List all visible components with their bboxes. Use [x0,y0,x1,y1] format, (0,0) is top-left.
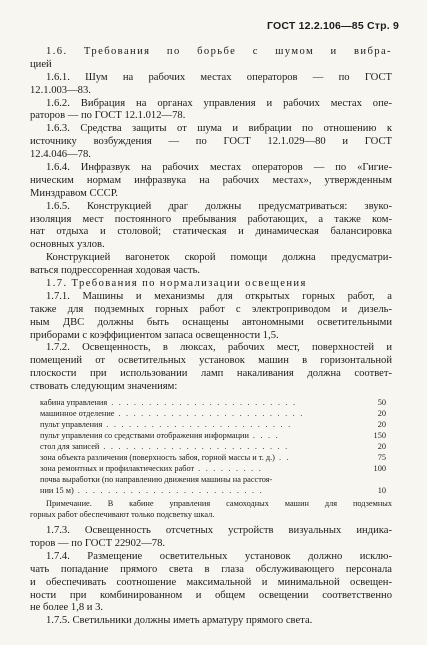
table-row [30,474,392,485]
paragraph-line: 1.7.3. Освещенность отсчетных устройств визуальных индика- [46,525,392,537]
row-label: пульт управления со средствами отображения информации [40,431,249,441]
section-heading-1-6: 1.6. Требования по борьбе с шумом и вибра- [46,46,392,57]
paragraph-line: ваться подрессоренная ходовая часть. [30,265,201,277]
note-line: горных работ обеспечивают только подсветку шкал. [30,510,215,520]
row-label: кабина управления [40,398,108,408]
note-line: Примечание. В кабине управления самоходных машин для подземных [46,499,392,509]
illumination-table [30,397,392,496]
paragraph-line: помещений от осветительных установок машин в горизонтальной [30,355,392,367]
paragraph-line: 1.6.4. Инфразвук на рабочих местах операторов — по «Гигие- [46,162,392,174]
row-value: 20 [377,420,386,430]
row-label: нии 15 м) [40,486,74,496]
paragraph-line: ствовать следующим значениям: [30,381,178,393]
section-heading-1-7: 1.7. Требования по нормализации освещения [46,278,307,290]
paragraph-line: плоскости при использовании ламп накаливания должна соответ- [30,368,392,380]
paragraph-line: изоляция мест постоянного пребывания работающих, а также ком- [30,213,392,225]
table-row: нии 15 м) ......................... 10 [30,485,392,496]
paragraph-line: Минздравом СССР. [30,187,118,199]
paragraph-line: ности при комбинированном и общем освещении соответственно [30,589,392,601]
row-value: 20 [377,442,386,452]
note [30,498,392,520]
paragraph-line: ническим нормам инфразвука на рабочих местах», утвержденным [30,174,392,186]
paragraph-line: 1.6.2. Вибрация на органах управления и рабочих местах опе- [46,97,392,109]
row-value: 10 [377,486,386,496]
page-body [30,46,392,628]
table-row: пульт управления со средствами отображения информации .... 150 [30,430,392,441]
paragraph-line: 1.7.5. Светильники должны иметь арматуру прямого света. [46,615,313,627]
table-row: кабина управления ......................... 50 [30,397,392,408]
paragraph-line: 1.6.5. Конструкцией драг должны предусматриваться: звуко- [46,200,392,212]
paragraph-line: 1.7.4. Размещение осветительных установок должно исклю- [46,550,392,562]
paragraph-line: основных узлов. [30,239,105,251]
row-label: пульт управления [40,420,103,430]
table-row: стол для записей ......................... 20 [30,441,392,452]
paragraph-line: нат отдыха и столовой; статическая и динамическая балансировка [30,226,392,238]
row-label: почва выработки (по направлению движения машины на расстоя- [40,475,273,485]
paragraph-line: источнику возбуждения — по ГОСТ 12.1.029—80 и ГОСТ [30,136,392,148]
paragraph-line: 12.1.003—83. [30,84,91,96]
paragraph-line: 1.6.3. Средства защиты от шума и вибрации по отношению к [46,123,392,135]
paragraph-line: и обеспечивать соотношение максимальной и минимальной освещен- [30,576,392,588]
row-label: зона объекта различения (поверхность забоя, горной массы и т. д.) [40,453,275,463]
row-label: зона ремонтных и профилактических работ [40,464,195,474]
paragraph-line: торов — по ГОСТ 22902—78. [30,537,166,549]
page-header: ГОСТ 12.2.106—85 Стр. 9 [266,20,399,32]
row-label: машинное отделение [40,409,115,419]
table-row: зона объекта различения (поверхность забоя, горной массы и т. д.) .. 75 [30,452,392,463]
paragraph-line: Конструкцией вагонеток скорой помощи должна предусматри- [46,252,392,264]
row-label: стол для записей [40,442,100,452]
paragraph-line: ным ДВС должны быть оснащены автономными осветительными [30,316,392,328]
paragraph-line: 12.4.046—78. [30,149,91,161]
paragraph-line: не более 1,8 и 3. [30,602,104,614]
paragraph-line: 1.6.1. Шум на рабочих местах операторов — по ГОСТ [46,71,392,83]
paragraph-line: 1.7.1. Машины и механизмы для открытых горных работ, а [46,290,392,302]
paragraph-line: чать попадание прямого света в глаза обслуживающего персонала [30,563,392,575]
table-row: машинное отделение ......................... 20 [30,408,392,419]
row-value: 150 [373,431,386,441]
paragraph-line: 1.7.2. Освещенность, в люксах, рабочих мест, поверхностей и [46,342,392,354]
table-row: зона ремонтных и профилактических работ ......... 100 [30,463,392,474]
row-value: 50 [377,398,386,408]
row-value: 20 [377,409,386,419]
paragraph-line: приборами с коэффициентом запаса освещенности 1,5. [30,329,279,341]
row-value: 100 [373,464,386,474]
table-row: пульт управления ......................... 20 [30,419,392,430]
row-value: 75 [377,453,386,463]
paragraph-line: раторов — по ГОСТ 12.1.012—78. [30,110,186,122]
paragraph-line: также для подземных горных работ с электроприводом и дизель- [30,303,392,315]
paragraph-line: цией [30,58,52,70]
